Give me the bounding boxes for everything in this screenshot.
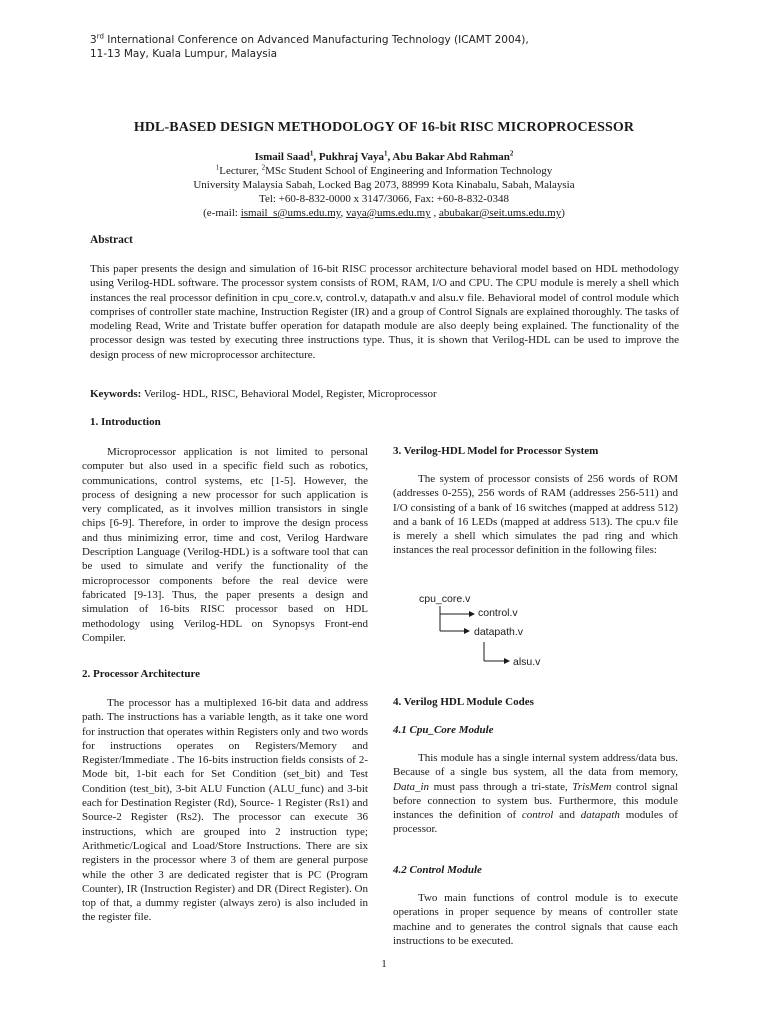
model-heading: 3. Verilog-HDL Model for Processor System [393, 445, 599, 457]
intro-heading: 1. Introduction [90, 416, 161, 428]
architecture-body: The processor has a multiplexed 16-bit data and address path. The instructions has a variable length, as it take one word for instruction that operates within Registers only and two words for instructions operates on Registers/Memory and Register/Immediate . The 16-bits instruction fields consists of 2-Mode bit, 1-bit each for Set Condition (set_bit) and Test Condition (test_bit), 3-bit ALU Function (ALU_func) and 3-bit each for Destination Register (Rd), Source- 1 Register (Rs1) and Source-2 Register (Rs2). The processor can execute 36 instructions, which are grouped into 2 instruction type; Arithmetic/Logical and Load/Store Instructions. There are six registers in the processor where 3 of them are general purpose while the other 3 are dedicated register that is PC (Program Counter), IR (Instruction Register) and DR (Direct Register). On top of that, a dummy register (always zero) is also included in the register file. [82, 697, 368, 924]
affiliation-line-1: $^1$Lecturer, $^2$MSc Student School of Engineering and Information Technology [215, 163, 553, 177]
email-link-3[interactable]: abubakar@seit.ums.edu.my [438, 207, 562, 219]
abstract-heading: Abstract [90, 234, 133, 246]
module-codes-heading: 4. Verilog HDL Module Codes [393, 696, 534, 708]
keywords-line: Keywords: Verilog- HDL, RISC, Behavioral Model, Register, Microprocessor [90, 388, 437, 400]
page-number: 1 [381, 958, 387, 970]
email-line: (e-mail: ismail_s@ums.edu.my, vaya@ums.edu.my , abubakar@seit.ums.edu.my) [203, 207, 565, 219]
cpu-core-heading: 4.1 Cpu_Core Module [393, 724, 494, 736]
control-module-body: Two main functions of control module is to execute operations in proper sequence by means of controller state machine and to generates the control signals that cause each instructions to be executed. [393, 892, 678, 947]
email-link-1[interactable]: ismail_s@ums.edu.my [240, 207, 341, 219]
tree-child-control: control.v [478, 607, 518, 619]
email-link-2[interactable]: vaya@ums.edu.my [346, 207, 431, 219]
author-list: Ismail Saad$^1$, Pukhraj Vaya$^1$, Abu Bakar Abd Rahman$^2$ [254, 149, 514, 163]
conference-line-1: 3rd International Conference on Advanced Manufacturing Technology (ICAMT 2004), [90, 32, 529, 46]
telephone-line: Tel: +60-8-832-0000 x 3147/3066, Fax: +60-8-832-0348 [259, 193, 509, 205]
conference-line-2: 11-13 May, Kuala Lumpur, Malaysia [90, 48, 278, 60]
paper-title: HDL-BASED DESIGN METHODOLOGY OF 16-bit RISC MICROPROCESSOR [133, 120, 635, 135]
tree-child-datapath: datapath.v [474, 626, 524, 638]
architecture-heading: 2. Processor Architecture [82, 668, 201, 680]
affiliation-line-2: University Malaysia Sabah, Locked Bag 2073, 88999 Kota Kinabalu, Sabah, Malaysia [193, 179, 575, 191]
tree-root-cpu-core: cpu_core.v [419, 593, 471, 605]
tree-grandchild-alsu: alsu.v [513, 656, 541, 668]
control-module-heading: 4.2 Control Module [393, 864, 482, 876]
cpu-core-body: This module has a single internal system address/data bus. Because of a single bus system, all the data from memory, Data_in must pass through a tri-state, TrisMem control signal before connection to system bus. Furthermore, this module instances the definition of control and datapath modules of processor. [393, 752, 678, 836]
model-body: The system of processor consists of 256 words of ROM (addresses 0-255), 256 words of RAM (addresses 256-511) and I/O consisting of a bank of 16 switches (mapped at address 512) and a bank of 16 LEDs (mapped at address 513). The cpu.v file is merely a shell which simulates the pad ring and which instances the real processor definition in the following files: [393, 473, 678, 557]
abstract-body: This paper presents the design and simulation of 16-bit RISC processor architecture behavioral model based on HDL methodology using Verilog-HDL software. The processor system consists of ROM, RAM, I/O and CPU. The CPU module is merely a shell which instances the real processor definition in cpu_core.v, control.v, datapath.v and alsu.v file. Behavioral model of control module which comprises of controller state machine, Instruction Register (IR) and a group of Control Signals are explained thoroughly. The tasks of modeling Read, Write and Tristate buffer operation for datapath module are also deeply being explained. The functionality of the processor design was tested by executing three instructions type. Thus, it is shown that Verilog-HDL can be used to improve the design process of new microprocessor architecture. [90, 263, 679, 361]
intro-body: Microprocessor application is not limited to personal computer but also used in a specific field such as robotics, communications, control systems, etc [1-5]. However, the process of designing a new processor for such application is very complicated, as it involves million transistors in single chips [6-9]. Therefore, in order to improve the design process and thus minimizing error, time and cost, Verilog Hardware Description Language (Verilog-HDL) is a software tool that can be used to simulate and verify the functionality of the microprocessor components before the real device were fabricated [9-13]. Thus, the paper presents a design and simulation of 16-bits RISC processor based on HDL methodology using Verilog-HDL on Synopsys Front-end Compiler. [82, 446, 368, 644]
